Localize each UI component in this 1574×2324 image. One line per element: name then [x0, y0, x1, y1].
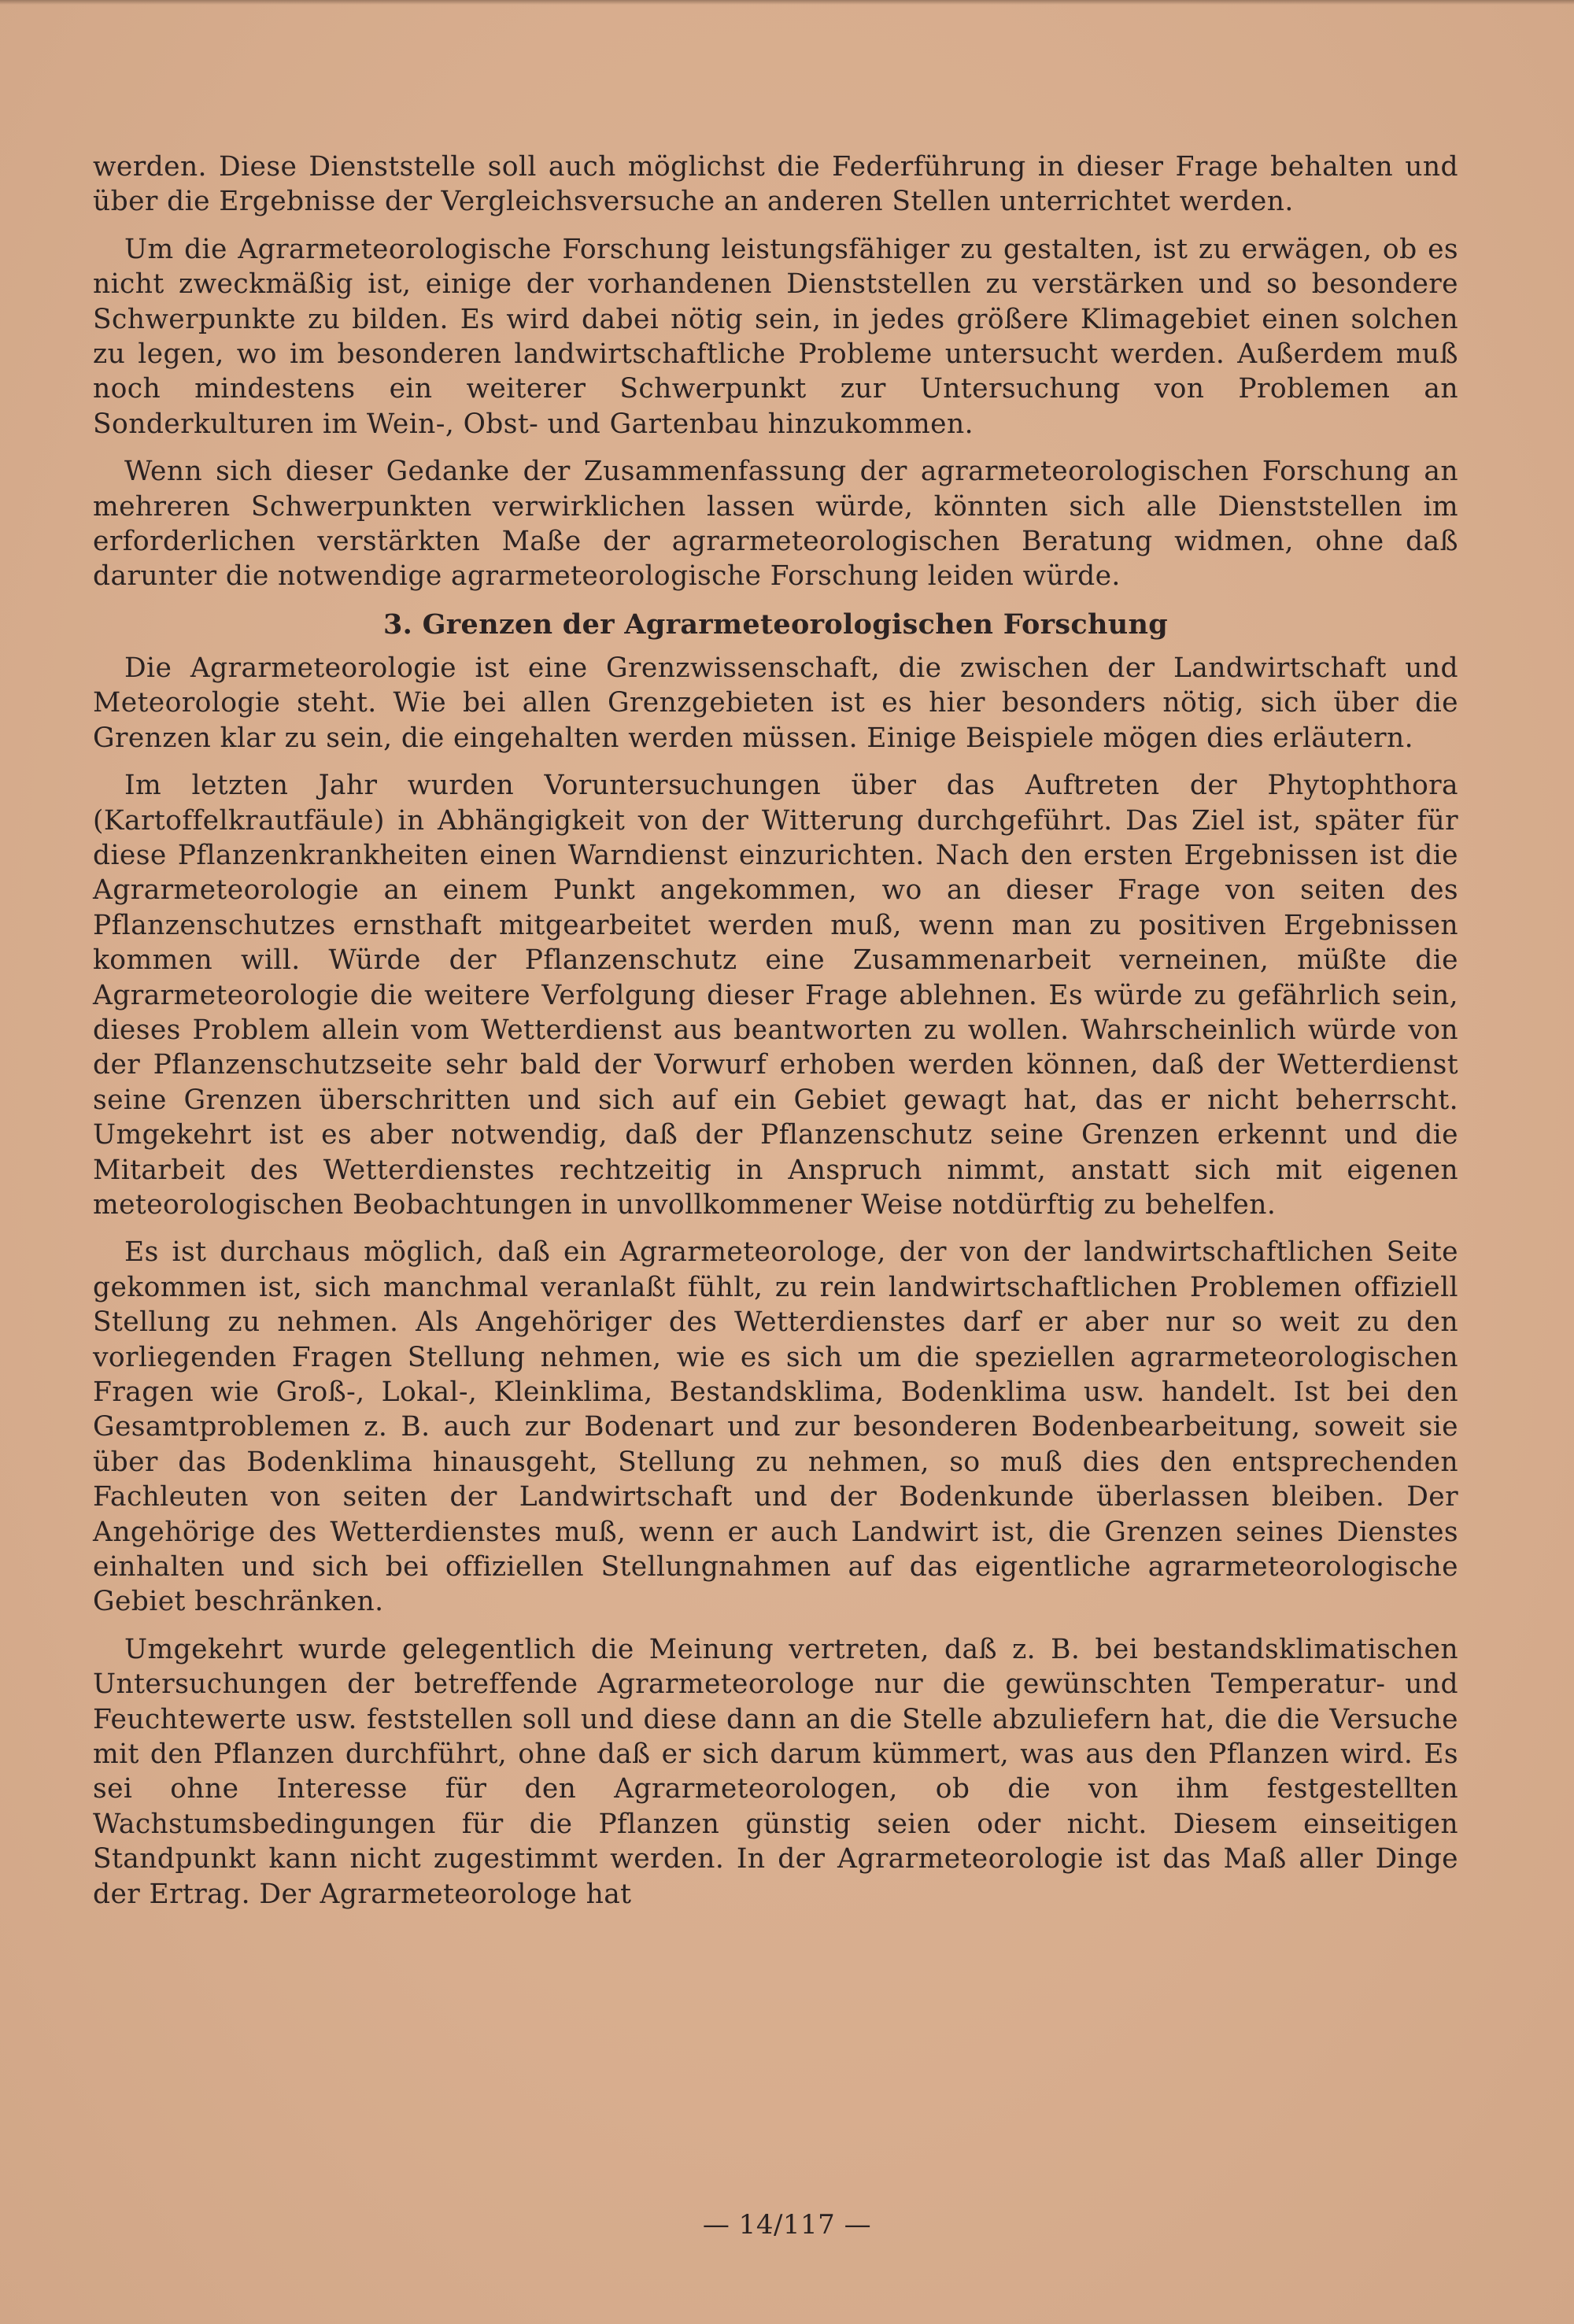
paragraph-continuation: werden. Diese Dienststelle soll auch möglichst die Federführung in dieser Frage behalten und über die Ergebnisse der Vergleichsversuche an anderen Stellen unterrichtet werden. [93, 151, 1458, 218]
paragraph-research-focus: Um die Agrarmeteorologische Forschung leistungsfähiger zu gestalten, ist zu erwägen, ob es nicht zweckmäßig ist, einige der vorhandenen Dienststellen zu verstärken und so besondere Schwerpunkte zu bilden. Es wird dabei nötig sein, in jedes größere Klimagebiet einen solchen zu legen, wo im besonderen landwirtschaftliche Probleme untersucht werden. Außerdem muß noch mindestens ein weiterer Schwerpunkt zur Untersuchung von Problemen an Sonderkulturen im Wein-, Obst- und Gartenbau hinzukommen. [93, 233, 1458, 440]
body-text [93, 150, 1458, 1924]
page-top-edge [0, 0, 1574, 5]
paragraph-official-statements: Es ist durchaus möglich, daß ein Agrarmeteorologe, der von der landwirtschaftlichen Seite gekommen ist, sich manchmal veranlaßt fühlt, zu rein landwirtschaftlichen Problemen offiziell Stellung zu nehmen. Als Angehöriger des Wetterdienstes darf er aber nur so weit zu den vorliegenden Fragen Stellung nehmen, wie es sich um die speziellen agrarmeteorologischen Fragen wie Groß-, Lokal-, Kleinklima, Bestandsklima, Bodenklima usw. handelt. Ist bei den Gesamtproblemen z. B. auch zur Bodenart und zur besonderen Bodenbearbeitung, soweit sie über das Bodenklima hinausgeht, Stellung zu nehmen, so muß dies den entsprechenden Fachleuten von seiten der Landwirtschaft und der Bodenkunde überlassen bleiben. Der Angehörige des Wetterdienstes muß, wenn er auch Landwirt ist, die Grenzen seines Dienstes einhalten und sich bei offiziellen Stellungnahmen auf das eigentliche agrarmeteorologische Gebiet beschränken. [93, 1236, 1458, 1618]
section-heading: 3. Grenzen der Agrarmeteorologischen Forschung [382, 608, 1169, 641]
paragraph-phytophthora: Im letzten Jahr wurden Voruntersuchungen über das Auftreten der Phytophthora (Kartoffelkrautfäule) in Abhängigkeit von der Witterung durchgeführt. Das Ziel ist, später für diese Pflanzenkrankheiten einen Warndienst einzurichten. Nach den ersten Ergebnissen ist die Agrarmeteorologie an einem Punkt angekommen, wo an dieser Frage von seiten des Pflanzenschutzes ernsthaft mitgearbeitet werden muß, wenn man zu positiven Ergebnissen kommen will. Würde der Pflanzenschutz eine Zusammenarbeit verneinen, müßte die Agrarmeteorologie die weitere Verfolgung dieser Frage ablehnen. Es würde zu gefährlich sein, dieses Problem allein vom Wetterdienst aus beantworten zu wollen. Wahrscheinlich würde von der Pflanzenschutzseite sehr bald der Vorwurf erhoben werden können, daß der Wetterdienst seine Grenzen überschritten und sich auf ein Gebiet gewagt hat, das er nicht beherrscht. Umgekehrt ist es aber notwendig, daß der Pflanzenschutz seine Grenzen erkennt und die Mitarbeit des Wetterdienstes rechtzeitig in Anspruch nimmt, anstatt sich mit eigenen meteorologischen Beobachtungen in unvollkommener Weise notdürftig zu behelfen. [93, 770, 1458, 1221]
paragraph-concentration: Wenn sich dieser Gedanke der Zusammenfassung der agrarmeteorologischen Forschung an mehreren Schwerpunkten verwirklichen lassen würde, könnten sich alle Dienststellen im erforderlichen verstärkten Maße der agrarmeteorologischen Beratung widmen, ohne daß darunter die notwendige agrarmeteorologische Forschung leiden würde. [93, 456, 1458, 593]
page-number: — 14/117 — [702, 2209, 872, 2241]
paragraph-boundary-science: Die Agrarmeteorologie ist eine Grenzwissenschaft, die zwischen der Landwirtschaft und Meteorologie steht. Wie bei allen Grenzgebieten ist es hier besonders nötig, sich über die Grenzen klar zu sein, die eingehalten werden müssen. Einige Beispiele mögen dies erläutern. [93, 652, 1458, 754]
paragraph-yield: Umgekehrt wurde gelegentlich die Meinung vertreten, daß z. B. bei bestandsklimatischen Untersuchungen der betreffende Agrarmeteorologe nur die gewünschten Temperatur- und Feuchtewerte usw. feststellen soll und diese dann an die Stelle abzuliefern hat, die die Versuche mit den Pflanzen durchführt, ohne daß er sich darum kümmert, was aus den Pflanzen wird. Es sei ohne Interesse für den Agrarmeteorologen, ob die von ihm festgestellten Wachstumsbedingungen für die Pflanzen günstig seien oder nicht. Diesem einseitigen Standpunkt kann nicht zugestimmt werden. In der Agrarmeteorologie ist das Maß aller Dinge der Ertrag. Der Agrarmeteorologe hat [93, 1633, 1458, 1910]
